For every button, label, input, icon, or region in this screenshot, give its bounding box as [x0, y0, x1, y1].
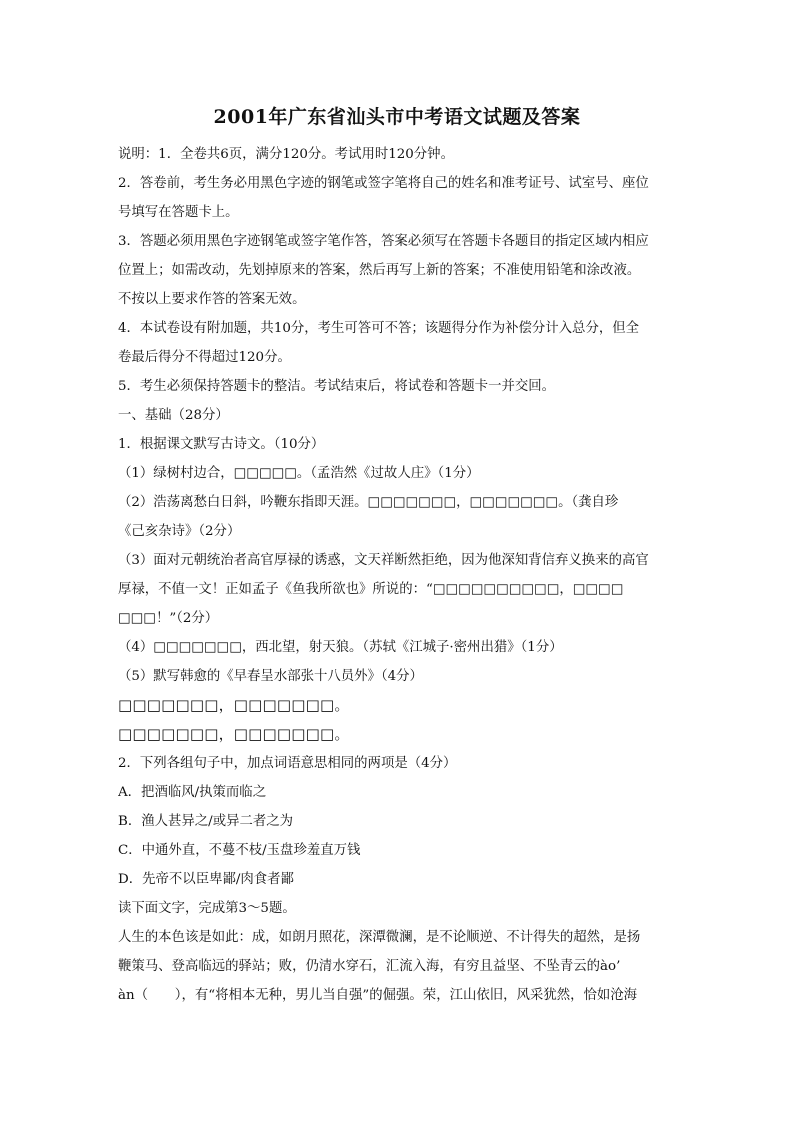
instruction-2-line-2: 号填写在答题卡上。: [118, 205, 239, 220]
answer-blank-line-1: □□□□□□□，□□□□□□□。: [118, 696, 350, 714]
instruction-4-line-2: 卷最后得分不得超过120分。: [118, 350, 291, 365]
question-1-heading: 1．根据课文默写古诗文。（10分）: [118, 437, 325, 452]
question-2-heading: 2．下列各组句子中，加点词语意思相同的两项是（4分）: [118, 756, 457, 771]
reading-prompt: 读下面文字，完成第3～5题。: [118, 901, 296, 916]
option-c: C．中通外直，不蔓不枝/玉盘珍羞直万钱: [118, 843, 361, 858]
instruction-3-line-1: 3．答题必须用黑色字迹钢笔或签字笔作答，答案必须写在答题卡各题目的指定区域内相应: [118, 234, 649, 249]
document-title: 2001年广东省汕头市中考语文试题及答案: [213, 106, 581, 128]
question-1-item-4: （4）□□□□□□□，西北望，射天狼。（苏轼《江城子·密州出猎》（1分）: [118, 640, 563, 655]
instruction-2-line-1: 2．答卷前，考生务必用黑色字迹的钢笔或签字笔将自己的姓名和准考证号、试室号、座位: [118, 176, 649, 191]
question-1-item-3-line-3: □□□！”（2分）: [118, 611, 219, 626]
instruction-3-line-2: 位置上；如需改动，先划掉原来的答案，然后再写上新的答案；不准使用铅笔和涂改液。: [118, 263, 641, 278]
question-1-item-2-line-2: 《己亥杂诗》（2分）: [118, 524, 241, 539]
question-1-item-2-line-1: （2）浩荡离愁白日斜，吟鞭东指即天涯。□□□□□□□，□□□□□□□。（龚自珍: [118, 495, 619, 510]
instruction-4-line-1: 4．本试卷设有附加题，共10分，考生可答可不答；该题得分作为补偿分计入总分，但全: [118, 321, 640, 336]
question-1-item-3-line-2: 厚禄，不值一文！正如孟子《鱼我所欲也》所说的：“□□□□□□□□□□，□□□□: [118, 582, 624, 597]
passage-line-1: 人生的本色该是如此：成，如朗月照花，深潭微澜，是不论顺逆、不计得失的超然，是扬: [118, 930, 641, 945]
document-body: [118, 140, 678, 1010]
section-heading: 一、基础（28分）: [118, 408, 229, 423]
question-1-item-1: （1）绿树村边合，□□□□□。（孟浩然《过故人庄》（1分）: [118, 466, 480, 481]
passage-line-2: 鞭策马、登高临远的驿站；败，仍清水穿石，汇流入海，有穷且益坚、不坠青云的ào’: [118, 959, 621, 974]
instruction-3-line-3: 不按以上要求作答的答案无效。: [118, 292, 306, 307]
option-a: A．把酒临风/执策而临之: [118, 785, 267, 800]
instruction-5-line: 5．考生必须保持答题卡的整洁。考试结束后，将试卷和答题卡一并交回。: [118, 379, 556, 394]
option-d: D．先帝不以臣卑鄙/肉食者鄙: [118, 872, 294, 887]
passage-line-3: àn（ ），有“将相本无种，男儿当自强”的倔强。荣，江山依旧，风采犹然，恰如沧海: [118, 988, 638, 1003]
question-1-item-3-line-1: （3）面对元朝统治者高官厚禄的诱惑，文天祥断然拒绝，因为他深知背信弃义换来的高官: [118, 553, 649, 568]
question-1-item-5: （5）默写韩愈的《早春呈水部张十八员外》（4分）: [118, 669, 423, 684]
instructions-line: 说明：1．全卷共6页，满分120分。考试用时120分钟。: [118, 147, 454, 162]
option-b: B．渔人甚异之/或异二者之为: [118, 814, 294, 829]
answer-blank-line-2: □□□□□□□，□□□□□□□。: [118, 725, 350, 743]
